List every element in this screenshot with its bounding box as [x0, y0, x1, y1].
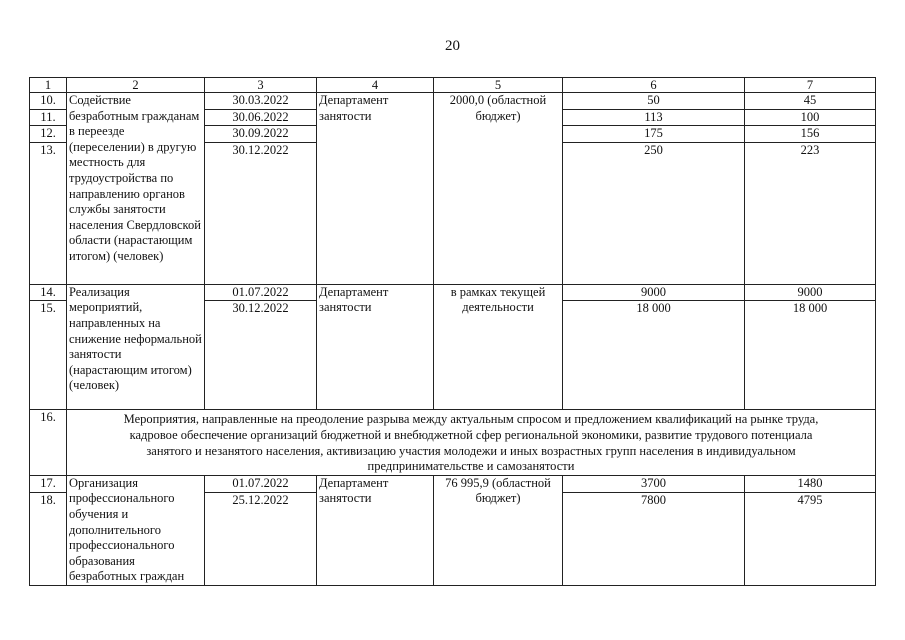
indicator-value: 50 — [563, 93, 745, 110]
indicator-value: 9000 — [563, 284, 745, 301]
indicator-value: 3700 — [563, 475, 745, 492]
measure-description: Реализация мероприятий, направленных на снижение неформальной занятости (нарастающим итогом) (человек) — [67, 284, 205, 410]
indicator-value: 7800 — [563, 492, 745, 585]
row-number: 16. — [30, 410, 67, 475]
funding-source: 76 995,9 (областной бюджет) — [434, 475, 563, 585]
deadline-date: 30.09.2022 — [205, 126, 317, 143]
row-number: 13. — [30, 142, 67, 284]
table-row — [30, 475, 876, 492]
indicator-value: 18 000 — [745, 301, 876, 410]
header-row — [30, 78, 876, 93]
deadline-date: 30.12.2022 — [205, 142, 317, 284]
header-col-4: 4 — [317, 78, 434, 93]
row-number: 15. — [30, 301, 67, 410]
indicator-value: 250 — [563, 142, 745, 284]
indicator-value: 18 000 — [563, 301, 745, 410]
indicator-value: 100 — [745, 109, 876, 126]
indicator-value: 156 — [745, 126, 876, 143]
row-number: 10. — [30, 93, 67, 110]
indicator-value: 175 — [563, 126, 745, 143]
indicator-value: 223 — [745, 142, 876, 284]
row-number: 14. — [30, 284, 67, 301]
header-col-2: 2 — [67, 78, 205, 93]
header-col-7: 7 — [745, 78, 876, 93]
measure-description: Содействие безработным гражданам в переезде (переселении) в другую местность для трудоустройства по направлению органов службы занятости населения Свердловской области (нарастающим итогом) (человек) — [67, 93, 205, 285]
row-number: 12. — [30, 126, 67, 143]
responsible-executor: Департамент занятости — [317, 284, 434, 410]
table-row — [30, 284, 876, 301]
measure-description: Организация профессионального обучения и дополнительного профессионального образования безработных граждан — [67, 475, 205, 585]
header-col-5: 5 — [434, 78, 563, 93]
row-number: 17. — [30, 475, 67, 492]
deadline-date: 30.03.2022 — [205, 93, 317, 110]
indicator-value: 1480 — [745, 475, 876, 492]
row-number: 18. — [30, 492, 67, 585]
funding-source: 2000,0 (областной бюджет) — [434, 93, 563, 285]
header-col-1: 1 — [30, 78, 67, 93]
section-row — [30, 410, 876, 475]
indicator-value: 45 — [745, 93, 876, 110]
header-col-6: 6 — [563, 78, 745, 93]
deadline-date: 01.07.2022 — [205, 284, 317, 301]
deadline-date: 01.07.2022 — [205, 475, 317, 492]
indicator-value: 113 — [563, 109, 745, 126]
deadline-date: 30.06.2022 — [205, 109, 317, 126]
deadline-date: 30.12.2022 — [205, 301, 317, 410]
indicator-value: 9000 — [745, 284, 876, 301]
row-number: 11. — [30, 109, 67, 126]
funding-source: в рамках текущей деятельности — [434, 284, 563, 410]
responsible-executor: Департамент занятости — [317, 475, 434, 585]
page-number: 20 — [445, 38, 460, 54]
indicator-value: 4795 — [745, 492, 876, 585]
section-heading: Мероприятия, направленные на преодоление разрыва между актуальным спросом и предложением квалификаций на рынке труда, кадровое обеспечение организаций бюджетной и внебюджетной сфер региональной экономики, развитие трудового потенциала занятого и незанятого населения, активизацию участия молодежи и иных возрастных групп населения в индивидуальном предпринимательстве и самозанятости — [67, 410, 876, 475]
deadline-date: 25.12.2022 — [205, 492, 317, 585]
measures-table — [29, 77, 876, 586]
header-col-3: 3 — [205, 78, 317, 93]
table-row — [30, 93, 876, 110]
responsible-executor: Департамент занятости — [317, 93, 434, 285]
